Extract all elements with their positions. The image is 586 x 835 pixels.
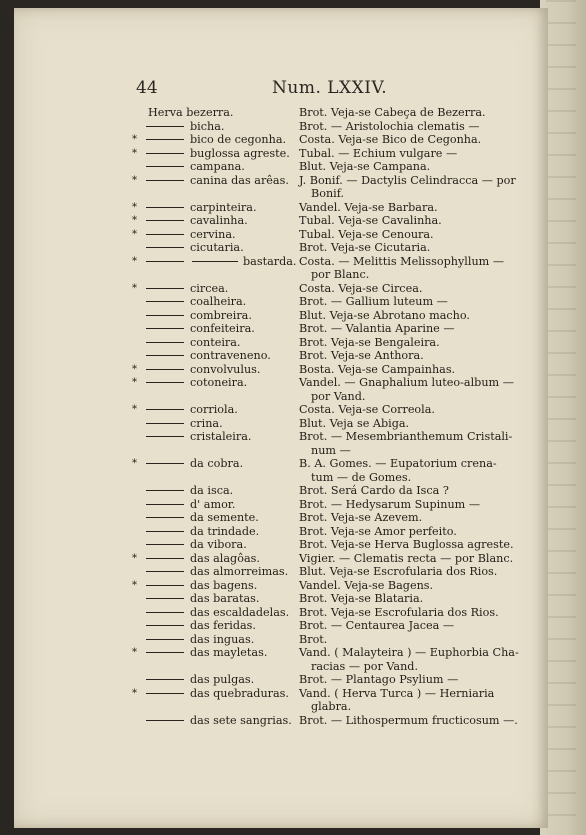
ditto-dash: [146, 679, 184, 680]
entry-term: das baratas.: [190, 592, 260, 605]
entry-reference: Costa. Veja-se Correola.: [299, 403, 435, 416]
entry-term: campana.: [190, 160, 245, 173]
ditto-dash: [146, 342, 184, 343]
ditto-dash: [146, 720, 184, 721]
entry-reference: Costa. — Melittis Melissophyllum —: [299, 254, 505, 268]
ditto-dash: [146, 315, 184, 316]
entry-reference: Brot. — Plantago Psylium —: [299, 673, 459, 686]
ditto-dash: [146, 585, 184, 586]
ditto-dash: [146, 531, 184, 532]
entry-asterisk: *: [132, 377, 137, 388]
entry-reference: Vandel. — Gnaphalium luteo-album —: [299, 376, 514, 389]
entry-reference-continued: por Blanc.: [311, 268, 370, 281]
entry-term: da vibora.: [190, 538, 247, 551]
entry-term: combreira.: [190, 308, 252, 322]
entry-term: crina.: [190, 416, 223, 430]
entry-reference: Tubal. Veja-se Cavalinha.: [299, 214, 442, 227]
entry-term: da isca.: [190, 484, 234, 497]
entry-reference: Brot. Veja-se Anthora.: [299, 349, 424, 362]
entry-asterisk: *: [132, 647, 137, 658]
ditto-dash: [146, 220, 184, 221]
entry-reference: J. Bonif. — Dactylis Celindracca — por: [299, 173, 516, 187]
entry-reference: Vandel. Veja-se Barbara.: [299, 200, 438, 214]
entry-reference: Brot. Será Cardo da Isca ?: [299, 484, 449, 497]
ditto-dash: [146, 612, 184, 613]
ditto-dash: [146, 693, 184, 694]
ditto-dash: [146, 423, 184, 424]
entry-reference: Brot. Veja-se Blataria.: [299, 592, 424, 605]
entry-term: canina das arêas.: [190, 173, 289, 187]
entry-term: buglossa agreste.: [190, 146, 290, 160]
ditto-dash: [146, 490, 184, 491]
ditto-dash: [146, 355, 184, 356]
entry-term: coalheira.: [190, 295, 247, 308]
entry-term: cervina.: [190, 227, 236, 241]
ditto-dash: [146, 463, 184, 464]
ditto-dash: [146, 517, 184, 518]
entry-term: Herva bezerra.: [148, 106, 234, 119]
entry-asterisk: *: [132, 552, 137, 564]
ditto-dash: [146, 409, 184, 410]
entry-reference: Tubal. Veja-se Cenoura.: [299, 227, 434, 241]
entry-term: confeiteira.: [190, 322, 255, 335]
entry-term: das mayletas.: [190, 646, 268, 659]
entry-asterisk: *: [132, 147, 137, 159]
ditto-dash: [146, 598, 184, 599]
entry-term: bicha.: [190, 119, 225, 133]
entry-reference: Brot. — Hedysarum Supinum —: [299, 497, 481, 511]
running-head: [14, 78, 548, 104]
ditto-dash: [146, 544, 184, 545]
entry-term: conteira.: [190, 335, 241, 349]
ditto-dash: [146, 288, 184, 289]
entry-term: cavalinha.: [190, 214, 248, 227]
entry-reference: B. A. Gomes. — Eupatorium crena-: [299, 457, 497, 470]
entry-term: das sete sangrias.: [190, 713, 292, 727]
entry-reference-continued: num —: [311, 443, 351, 457]
entry-term: das feridas.: [190, 619, 256, 632]
entry-asterisk: *: [132, 282, 137, 294]
entry-asterisk: *: [132, 255, 137, 267]
entry-reference: Blut. Veja-se Escrofularia dos Rios.: [299, 565, 498, 578]
ditto-dash: [146, 382, 184, 383]
ditto-dash: [146, 180, 184, 181]
entry-term: da trindade.: [190, 524, 260, 538]
entry-reference: Blut. Veja-se Abrotano macho.: [299, 308, 470, 322]
ditto-dash: [146, 625, 184, 626]
entry-term: cotoneira.: [190, 376, 248, 389]
entry-reference: Bosta. Veja-se Campainhas.: [299, 362, 456, 376]
entry-term: convolvulus.: [190, 362, 261, 376]
entry-term: contraveneno.: [190, 349, 271, 362]
ditto-dash: [146, 261, 184, 262]
book-page: [14, 8, 548, 828]
entry-reference: Blut. Veja-se Campana.: [299, 160, 431, 173]
ditto-dash: [146, 153, 184, 154]
entry-reference: Brot. Veja-se Escrofularia dos Rios.: [299, 605, 499, 619]
entry-reference-continued: por Vand.: [311, 389, 366, 403]
ditto-dash: [146, 369, 184, 370]
ditto-dash: [146, 639, 184, 640]
entry-term: das bagens.: [190, 578, 258, 592]
ditto-dash: [146, 207, 184, 208]
entry-term: das pulgas.: [190, 673, 255, 686]
entry-term: das alagôas.: [190, 551, 260, 565]
entry-asterisk: *: [132, 228, 137, 240]
ditto-dash: [146, 247, 184, 248]
ditto-dash: [146, 504, 184, 505]
entry-term: circea.: [190, 281, 229, 295]
ditto-dash: [146, 571, 184, 572]
ditto-dash: [146, 436, 184, 437]
running-title: Num. LXXIV.: [272, 78, 388, 98]
entry-reference: Brot.: [299, 632, 328, 646]
entry-reference: Brot. Veja-se Azevem.: [299, 511, 423, 524]
entry-reference: Brot. Veja-se Herva Buglossa agreste.: [299, 538, 514, 551]
entry-term: d' amor.: [190, 497, 236, 511]
entry-reference: Brot. Veja-se Bengaleira.: [299, 335, 440, 349]
entry-asterisk: *: [132, 201, 137, 213]
entry-reference: Brot. Veja-se Amor perfeito.: [299, 524, 457, 538]
entry-reference: Brot. — Gallium luteum —: [299, 295, 448, 308]
entry-term: carpinteira.: [190, 200, 257, 214]
entry-term: das escaldadelas.: [190, 605, 290, 619]
ditto-dash: [146, 558, 184, 559]
entry-reference: Vandel. Veja-se Bagens.: [299, 578, 434, 592]
entry-reference: Vand. ( Malayteira ) — Euphorbia Cha-: [299, 646, 519, 659]
entry-reference-continued: racias — por Vand.: [311, 659, 419, 673]
entry-reference: Brot. — Aristolochia clematis —: [299, 119, 480, 133]
entry-asterisk: *: [132, 174, 137, 186]
entry-asterisk: *: [132, 134, 137, 145]
entry-reference: Brot. — Centaurea Jacea —: [299, 619, 455, 632]
ditto-dash: [146, 139, 184, 140]
entry-reference: Costa. Veja-se Circea.: [299, 281, 423, 295]
entry-reference-continued: tum — de Gomes.: [311, 470, 412, 484]
entry-asterisk: *: [132, 404, 137, 415]
entry-asterisk: *: [132, 579, 137, 591]
entry-reference: Costa. Veja-se Bico de Cegonha.: [299, 133, 482, 146]
entry-term: cicutaria.: [190, 241, 244, 254]
entry-reference: Brot. Veja-se Cicutaria.: [299, 241, 431, 254]
entry-term: da semente.: [190, 511, 259, 524]
entry-asterisk: *: [132, 363, 137, 375]
entry-reference: Blut. Veja se Abiga.: [299, 416, 410, 430]
entry-term: das quebraduras.: [190, 686, 289, 700]
entry-reference: Vand. ( Herva Turca ) — Herniaria: [299, 686, 495, 700]
entry-term: bastarda.: [243, 254, 297, 268]
entry-reference: Brot. — Lithospermum fructicosum —.: [299, 713, 518, 727]
entry-term: das almorreimas.: [190, 565, 289, 578]
page-number: 44: [136, 78, 158, 98]
entry-reference: Vigier. — Clematis recta — por Blanc.: [299, 551, 514, 565]
entry-reference: Brot. — Mesembrianthemum Cristali-: [299, 430, 513, 443]
ditto-dash: [146, 126, 184, 127]
ditto-dash: [146, 301, 184, 302]
entry-asterisk: *: [132, 215, 137, 226]
entry-reference: Brot. — Valantia Aparine —: [299, 322, 455, 335]
ditto-dash: [192, 261, 238, 262]
entry-term: cristaleira.: [190, 430, 252, 443]
ditto-dash: [146, 166, 184, 167]
entry-term: bico de cegonha.: [190, 133, 287, 146]
entry-reference-continued: glabra.: [311, 700, 352, 713]
entry-asterisk: *: [132, 458, 137, 469]
entry-term: das inguas.: [190, 632, 255, 646]
entry-term: corriola.: [190, 403, 238, 416]
entry-reference: Brot. Veja-se Cabeça de Bezerra.: [299, 106, 486, 119]
entry-asterisk: *: [132, 687, 137, 699]
ditto-dash: [146, 234, 184, 235]
entry-term: da cobra.: [190, 457, 244, 470]
ditto-dash: [146, 328, 184, 329]
entry-reference: Tubal. — Echium vulgare —: [299, 146, 458, 160]
ditto-dash: [146, 652, 184, 653]
entry-reference-continued: Bonif.: [311, 187, 345, 200]
